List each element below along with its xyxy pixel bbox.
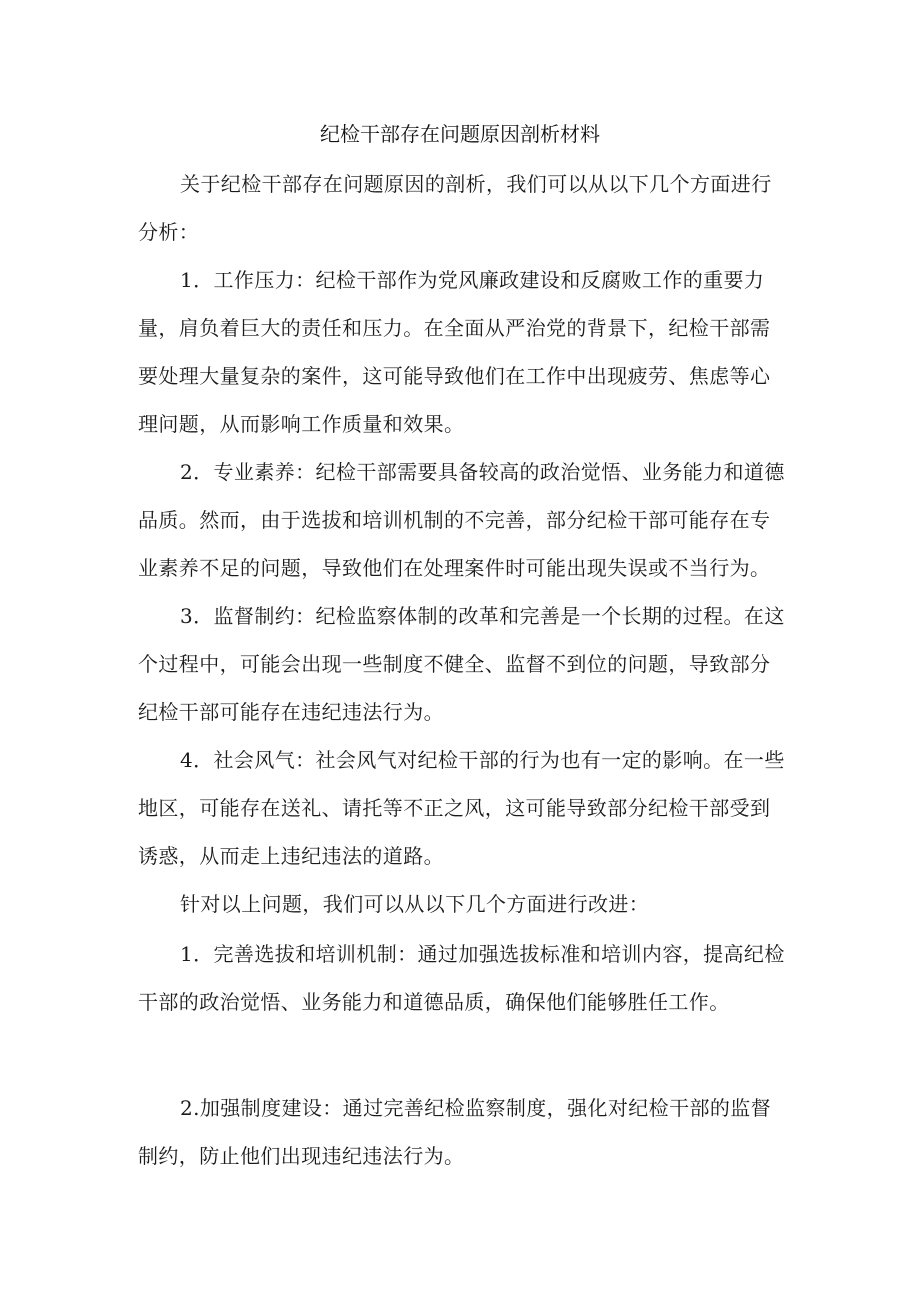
intro-paragraph: 关于纪检干部存在问题原因的剖析，我们可以从以下几个方面进行分析：: [138, 172, 772, 244]
issue-paragraph-2: 2．专业素养：纪检干部需要具备较高的政治觉悟、业务能力和道德品质。然而，由于选拔和培训机制的不完善，部分纪检干部可能存在专业素养不足的问题，导致他们在处理案件时可能出现失误或不当行为。: [138, 460, 785, 580]
issue-paragraph-3: 3．监督制约：纪检监察体制的改革和完善是一个长期的过程。在这个过程中，可能会出现一些制度不健全、监督不到位的问题，导致部分纪检干部可能存在违纪违法行为。: [138, 604, 785, 724]
issue-paragraph-1: 1．工作压力：纪检干部作为党风廉政建设和反腐败工作的重要力量，肩负着巨大的责任和压力。在全面从严治党的背景下，纪检干部需要处理大量复杂的案件，这可能导致他们在工作中出现疲劳、焦虑等心理问题，从而影响工作质量和效果。: [138, 268, 771, 436]
issue-paragraph-4: 4．社会风气：社会风气对纪检干部的行为也有一定的影响。在一些地区，可能存在送礼、请托等不正之风，这可能导致部分纪检干部受到诱惑，从而走上违纪违法的道路。: [138, 748, 785, 868]
improvement-paragraph-2: 2.加强制度建设：通过完善纪检监察制度，强化对纪检干部的监督制约，防止他们出现违纪违法行为。: [138, 1096, 772, 1168]
improvement-lead-paragraph: 针对以上问题，我们可以从以下几个方面进行改进：: [180, 892, 650, 916]
improvement-paragraph-1: 1．完善选拔和培训机制：通过加强选拔标准和培训内容，提高纪检干部的政治觉悟、业务能力和道德品质，确保他们能够胜任工作。: [138, 942, 785, 1014]
document-title: 纪检干部存在问题原因剖析材料: [320, 122, 600, 146]
